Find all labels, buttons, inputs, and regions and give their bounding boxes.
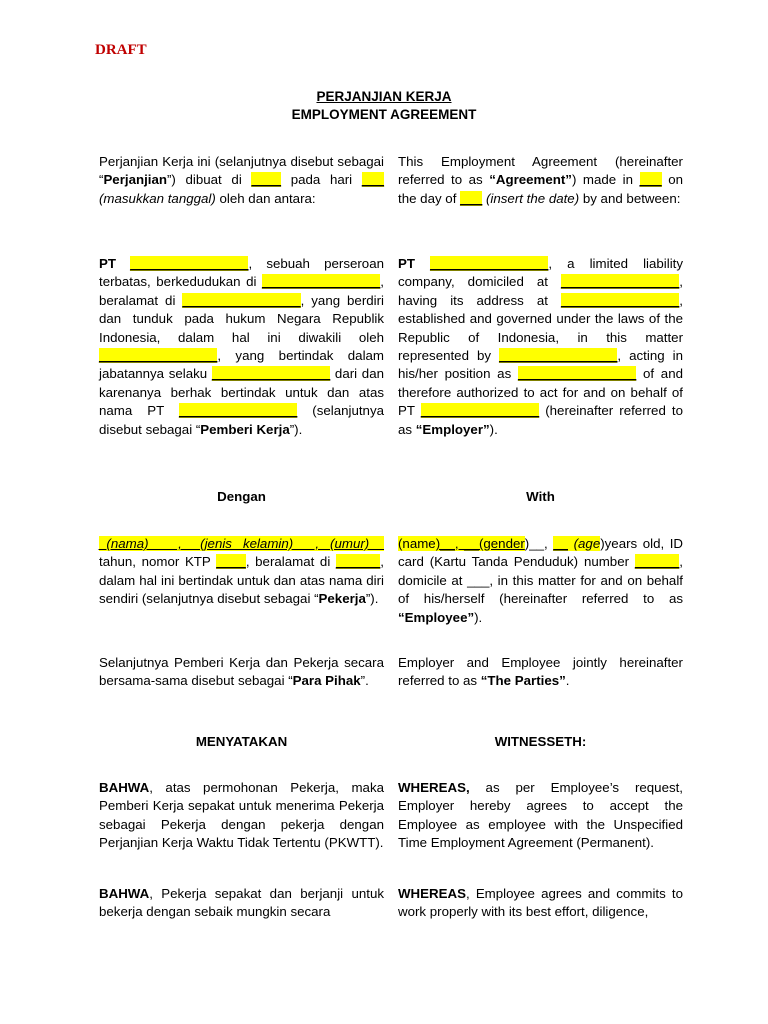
- left-intro-paragraph: [99, 153, 384, 208]
- defined-term: “Agreement”: [489, 172, 572, 188]
- text: ”).: [365, 591, 379, 607]
- left-employee-paragraph: [99, 535, 384, 609]
- blank-field: ________________: [499, 348, 618, 364]
- text: on the day of: [398, 172, 683, 206]
- pt-label: PT: [398, 256, 415, 271]
- text: )years old, ID card (Kartu Tanda Penduduk) number: [398, 536, 684, 570]
- text: (selanjutnya disebut sebagai “: [99, 403, 384, 437]
- text: , beralamat di: [99, 274, 384, 308]
- defined-term: Para Pihak: [292, 673, 361, 689]
- text: ).: [474, 609, 483, 625]
- blank-field: ______: [335, 554, 381, 570]
- text: ”).: [289, 421, 303, 437]
- heading-with: With: [526, 489, 555, 504]
- text: (hereinafter referred to as: [398, 403, 683, 437]
- left-bahwa-2: [99, 885, 384, 922]
- text: Perjanjian Kerja ini (selanjutnya disebut sebagai “: [99, 154, 384, 188]
- blank-field: ________________: [99, 348, 218, 364]
- heading-witnesseth: WITNESSETH:: [494, 734, 587, 749]
- draft-label: DRAFT: [95, 42, 147, 58]
- right-whereas-2: [398, 885, 683, 922]
- text: , acting in his/her position as: [398, 348, 683, 382]
- left-bahwa-1: [99, 779, 384, 853]
- blank-field: ________________: [420, 403, 540, 419]
- title-english: EMPLOYMENT AGREEMENT: [291, 107, 477, 122]
- blank-field: ___: [467, 572, 490, 588]
- heading-dengan: Dengan: [217, 489, 266, 504]
- text: , yang bertindak dalam jabatannya selaku: [99, 348, 384, 382]
- placeholder-note: (insert the date): [486, 190, 580, 206]
- clause-keyword: WHEREAS,: [398, 780, 470, 795]
- blank-field: ___: [361, 172, 384, 188]
- blank-field: __: [553, 536, 569, 551]
- blank-field: )__, __(gender: [435, 536, 525, 551]
- defined-term: “The Parties”: [480, 673, 566, 689]
- blank-field: ________________: [211, 366, 331, 382]
- text: ”) dibuat di: [167, 172, 252, 188]
- blank-field: ___: [639, 172, 662, 188]
- text: ) made in: [571, 172, 640, 188]
- blank-field: ________________: [130, 256, 249, 271]
- text: , in this matter for and on behalf of his/herself (hereinafter referred to as: [398, 572, 683, 607]
- text: Selanjutnya Pemberi Kerja dan Pekerja secara bersama-sama disebut sebagai “: [99, 655, 384, 689]
- title-indonesian: PERJANJIAN KERJA: [316, 89, 452, 104]
- text: as per Employee’s request, Employer hereby agrees to accept the Employee as employee with the Unspecified Time Employment Agreement (Permanent).: [398, 780, 683, 851]
- text: , dalam hal ini bertindak untuk dan atas nama diri sendiri (selanjutnya disebut sebagai “: [99, 554, 384, 607]
- right-whereas-1: [398, 779, 683, 853]
- clause-keyword: BAHWA: [99, 780, 150, 795]
- right-parties-paragraph: [398, 654, 683, 691]
- blank-field: (name: [398, 536, 436, 551]
- defined-term: Perjanjian: [103, 172, 167, 188]
- clause-keyword: WHEREAS: [398, 886, 466, 901]
- blank-field: (age: [568, 536, 601, 551]
- text: pada hari: [281, 172, 362, 188]
- left-employer-paragraph: [99, 255, 384, 439]
- text: Employer and Employee jointly hereinafter referred to as: [398, 655, 683, 689]
- blank-field: ________________: [560, 274, 680, 290]
- blank-field: ________________: [261, 274, 381, 290]
- text: , a limited liability company, domiciled at: [398, 256, 683, 290]
- heading-menyatakan: MENYATAKAN: [195, 734, 288, 749]
- text: , yang berdiri dan tunduk pada hukum Negara Republik Indonesia, dalam hal ini diwakili oleh: [99, 292, 384, 345]
- text: , having its address at: [398, 274, 683, 308]
- text: This Employment Agreement (hereinafter referred to as: [398, 154, 683, 188]
- blank-field: ____: [251, 172, 282, 188]
- defined-term: Pekerja: [318, 591, 366, 607]
- text: ).: [489, 421, 498, 437]
- right-employer-paragraph: [398, 255, 683, 439]
- blank-field: ______: [634, 554, 680, 570]
- pt-label: PT: [99, 256, 116, 271]
- text: , atas permohonan Pekerja, maka Pemberi Kerja sepakat untuk menerima Pekerja sebagai Pekerja dengan pekerja dengan Perjanjian Kerja Waktu Tidak Tertentu (PKWTT).: [99, 780, 384, 851]
- blank-field: ________________: [430, 256, 549, 271]
- text: , beralamat di: [245, 554, 336, 570]
- text: by and between:: [579, 190, 681, 206]
- text: tahun, nomor KTP: [99, 554, 217, 570]
- text: dari dan karenanya berhak bertindak untuk dan atas nama PT: [99, 366, 384, 419]
- left-parties-paragraph: [99, 654, 384, 691]
- text: of and therefore authorized to act for and on behalf of PT: [398, 366, 683, 419]
- blank-field: ___: [460, 190, 483, 206]
- text: , Employee agrees and commits to work properly with its best effort, diligence,: [398, 886, 683, 920]
- placeholder-note: (masukkan tanggal): [99, 190, 216, 206]
- defined-term: “Employee”: [398, 609, 475, 625]
- text: , domicile at: [398, 554, 683, 588]
- blank-field: ________________: [560, 292, 680, 308]
- text: oleh dan antara:: [215, 190, 316, 206]
- blank-field: _(nama)____, _(jenis kelamin)___, (umur)__: [99, 536, 384, 551]
- blank-field: ________________: [517, 366, 637, 382]
- text: ”.: [360, 673, 369, 689]
- clause-keyword: BAHWA: [99, 886, 150, 901]
- text: .: [565, 673, 570, 689]
- defined-term: Pemberi Kerja: [200, 421, 290, 437]
- right-employee-paragraph: [398, 535, 683, 627]
- text: , established and governed under the laws of the Republic of Indonesia, in this matter represented by: [398, 292, 683, 364]
- defined-term: “Employer”: [415, 421, 490, 437]
- right-intro-paragraph: [398, 153, 683, 208]
- text: , Pekerja sepakat dan berjanji untuk bekerja dengan sebaik mungkin secara: [99, 886, 384, 920]
- blank-field: ____: [216, 554, 246, 570]
- blank-field: ________________: [182, 292, 301, 308]
- text: )__,: [524, 536, 554, 551]
- text: , sebuah perseroan terbatas, berkedudukan di: [99, 256, 384, 290]
- blank-field: ________________: [178, 403, 298, 419]
